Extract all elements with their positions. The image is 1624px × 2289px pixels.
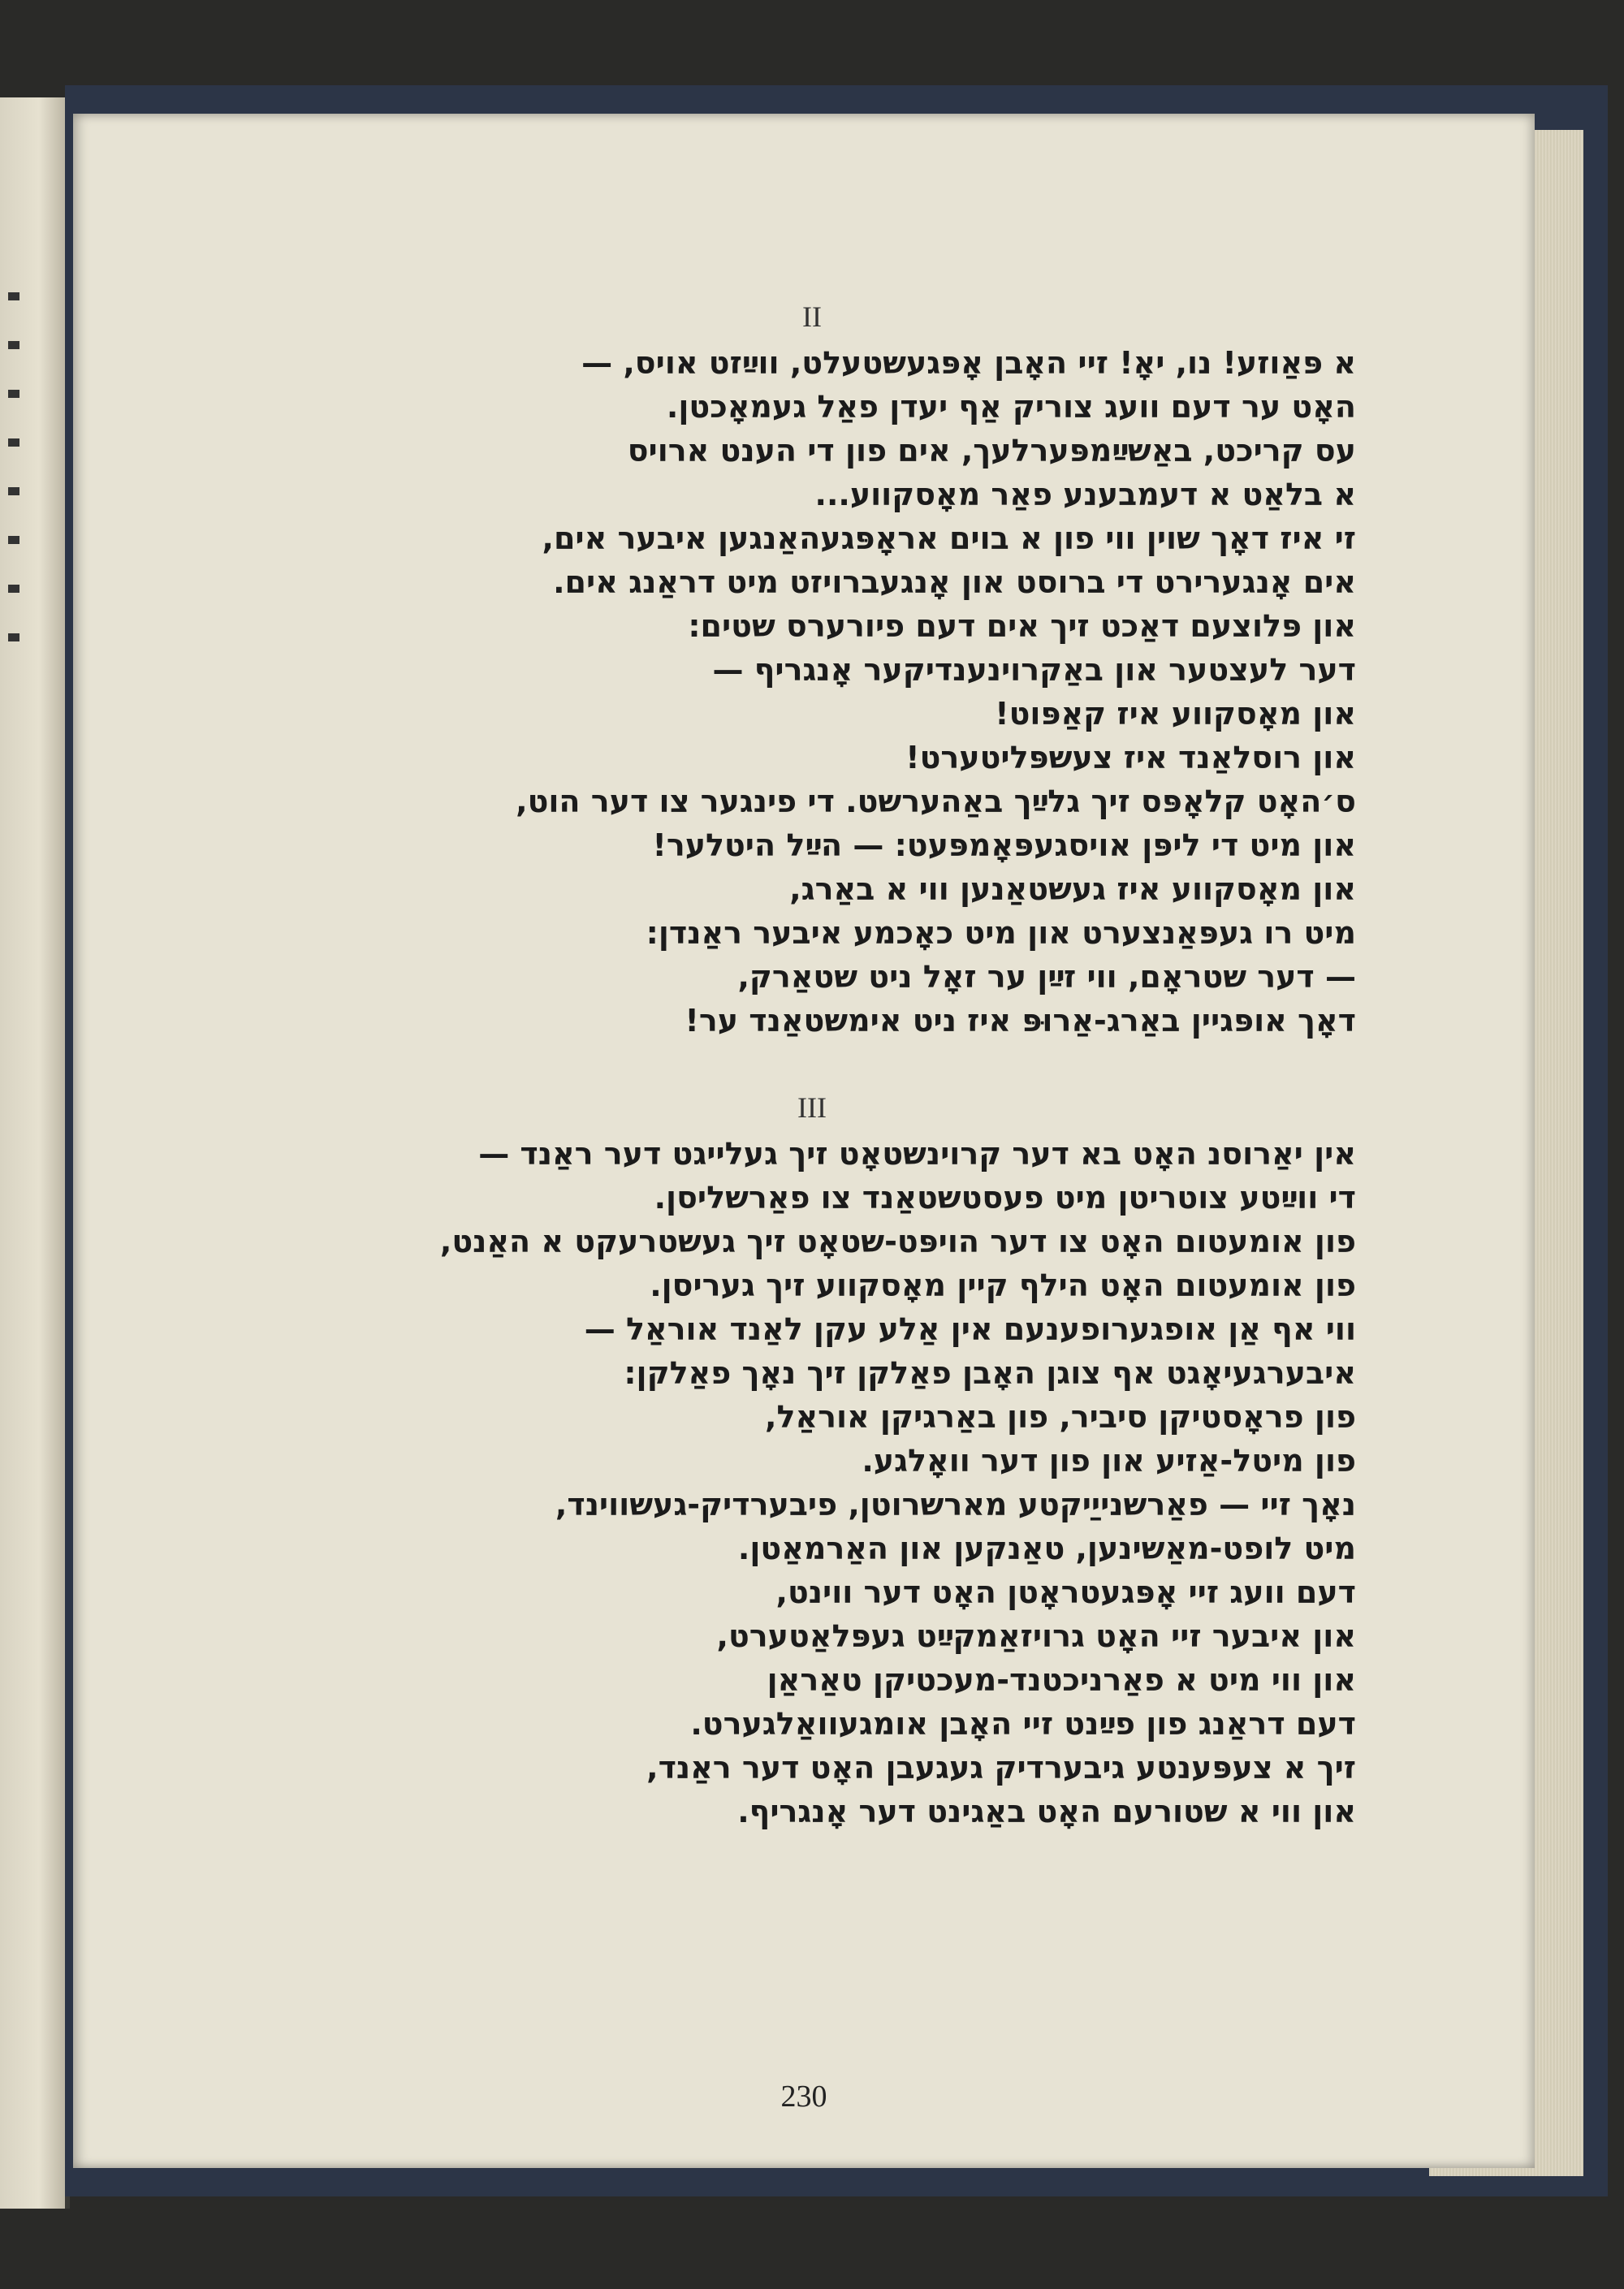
poem-body (268, 292, 1356, 1833)
poem-line: אים אָנגערירט די ברוסט און אָנגעברויזט מיט דראַנג אים. (553, 564, 1356, 600)
book-page (73, 114, 1535, 2168)
left-page-text-fragment (8, 536, 19, 544)
poem-line: נאָך זיי — פאַרשנייַיקטע מארשרוטן, פיבערדיק-געשווינד, (555, 1487, 1356, 1522)
section-numeral: II (802, 300, 822, 333)
poem-line: און איבער זיי האָט גרויזאַמקײַט געפּלאַטערט, (716, 1618, 1356, 1654)
poem-line: און ווי מיט א פאַרניכטנד-מעכטיקן טאַראַן (767, 1662, 1356, 1698)
poem-line: פון אומעטום האָט צו דער הויפּט-שטאָט זיך געשטרעקט א האַנט, (439, 1224, 1356, 1259)
poem-line: — דער שטראָם, ווי זײַן ער זאָל ניט שטאַרק, (737, 959, 1356, 995)
poem-line: א פּאַוזע! נו, יאָ! זיי האָבן אָפּגעשטעלט, ווײַזט אויס, — (581, 345, 1356, 381)
poem-line: און רוסלאַנד איז צעשפּליטערט! (905, 740, 1356, 775)
poem-line: איבערגעיאָגט אף צוגן האָבן פאַלקן זיך נאָך פאַלקן: (624, 1355, 1356, 1391)
poem-line: מיט רו געפּאַנצערט און מיט כאָכמע איבער ראַנדן: (646, 915, 1356, 951)
poem-line: דאָך אופּגיין באַרג-אַרוּפּ איז ניט אימשטאַנד ער! (685, 1003, 1356, 1039)
section-spacer (268, 1043, 1356, 1083)
poem-line: זיך א צעפּענטע גיבערדיק געגעבן האָט דער ראַנד, (646, 1750, 1356, 1786)
poem-line: אין יאַרוסנ האָט בא דער קרוינשטאָט זיך געלייגט דער ראַנד — (478, 1136, 1356, 1172)
poem-line: די ווײַטע צוטריטן מיט פעסטשטאַנד צו פאַרשליסן. (654, 1180, 1356, 1216)
poem-line: און מאָסקווע איז געשטאַנען ווי א באַרג, (789, 871, 1356, 907)
left-page-text-fragment (8, 585, 19, 593)
poem-line: עס קריכט, באַשײַמפּערלעך, אים פון די הענט ארויס (627, 433, 1356, 469)
section-numeral: III (797, 1091, 827, 1124)
poem-line: ווי אף אַן אופגערופענעם אין אַלע עקן לאַנד אוראַל — (584, 1311, 1356, 1347)
poem-line: פון מיטל-אַזיע און פון דער וואָלגע. (862, 1443, 1356, 1479)
poem-line: ס׳האָט קלאָפּס זיך גלײַך באַהערשט. די פינגער צו דער הוט, (516, 784, 1356, 819)
left-page-text-fragment (8, 390, 19, 398)
left-page-text-fragment (8, 438, 19, 447)
poem-line: מיט לופט-מאַשינען, טאַנקען און האַרמאַטן. (737, 1531, 1356, 1566)
poem-line: דער לעצטער און באַקרוינענדיקער אָנגריף — (712, 652, 1356, 688)
poem-line: זי איז דאָך שוין ווי פון א בוים אראָפּגעהאַנגען איבער אים, (542, 520, 1356, 556)
poem-line: און ווי א שטורעם האָט באַגינט דער אָנגריף. (737, 1794, 1356, 1829)
poem-line: און מאָסקווע איז קאַפּוט! (995, 696, 1356, 732)
page-number: 230 (780, 2080, 827, 2114)
poem-line: דעם וועג זיי אָפּגעטראָטן האָט דער ווינט, (775, 1574, 1356, 1610)
left-page-edge (0, 97, 70, 2209)
left-page-text-fragment (8, 487, 19, 495)
poem-line: און פּלוצעם דאַכט זיך אים דעם פיורערס שטים: (688, 608, 1356, 644)
poem-line: האָט ער דעם וועג צוריק אַף יעדן פאַל געמאָכטן. (666, 389, 1356, 425)
poem-line: פון פראָסטיקן סיביר, פון באַרגיקן אוראַל, (765, 1399, 1356, 1435)
poem-line: א בלאַט א דעמבענע פאַר מאָסקווע... (814, 477, 1356, 512)
poem-line: דעם דראַנג פון פײַנט זיי האָבן אומגעוואַלגערט. (690, 1706, 1356, 1742)
poem-line: פון אומעטום האָט הילף קיין מאָסקווע זיך געריסן. (650, 1268, 1356, 1303)
poem-line: און מיט די ליפּן אויסגעפּאָמפּעט: — הײַל היטלער! (652, 827, 1356, 863)
left-page-text-fragment (8, 633, 19, 641)
left-page-text-fragment (8, 341, 19, 349)
left-page-text-fragment (8, 292, 19, 300)
